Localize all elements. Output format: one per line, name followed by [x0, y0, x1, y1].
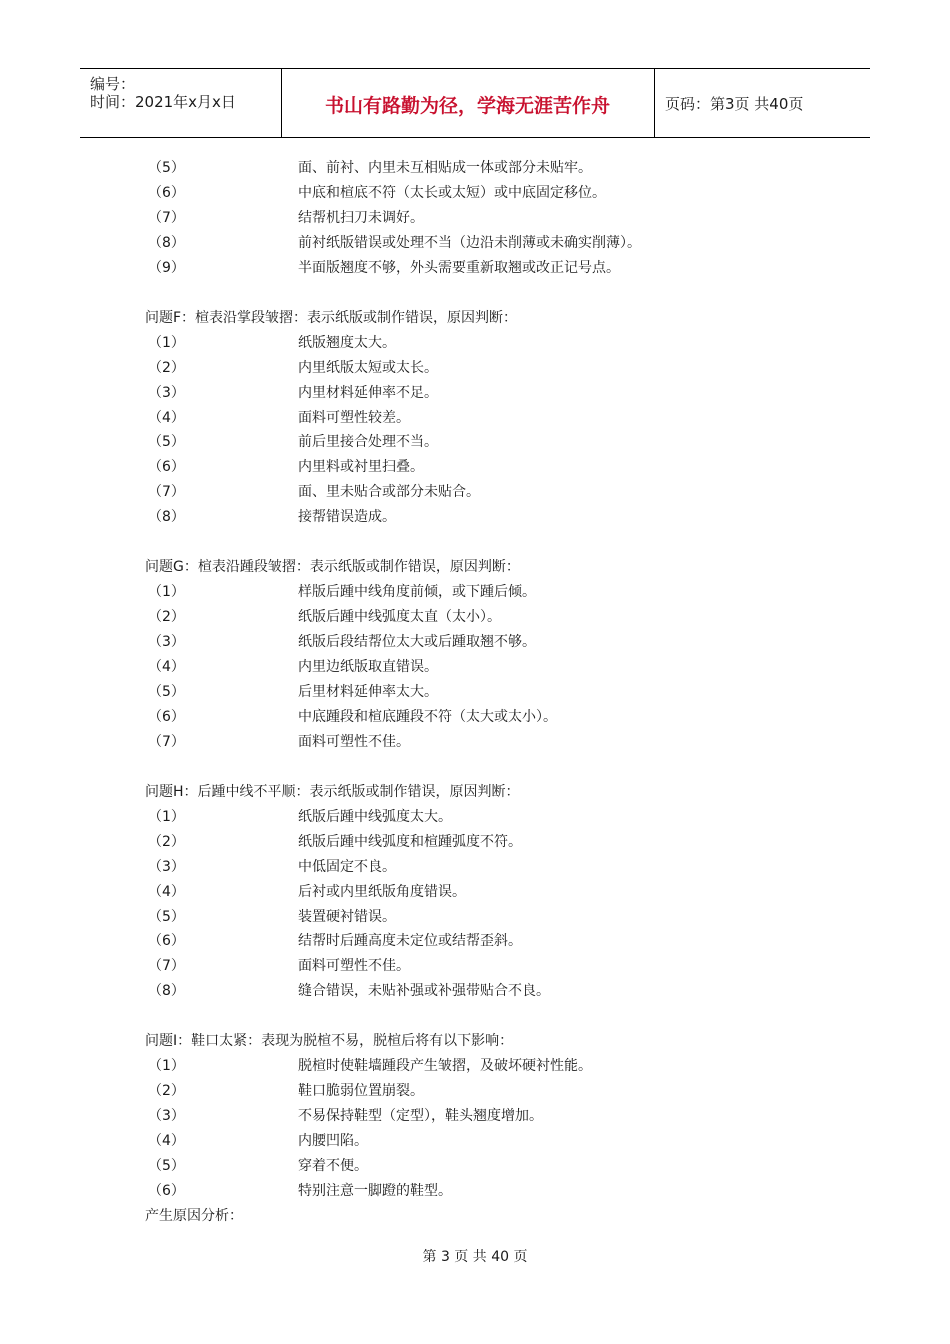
- list-item: [0, 880, 950, 905]
- list-item: [0, 1054, 950, 1079]
- item-text: 脱楦时使鞋墙踵段产生皱摺，及破坏硬衬性能。: [298, 1058, 592, 1075]
- list-item: [0, 954, 950, 979]
- list-item: [0, 655, 950, 680]
- item-number: （8）: [148, 234, 185, 251]
- item-text: 半面版翘度不够，外头需要重新取翘或改正记号点。: [298, 259, 620, 276]
- item-number: （1）: [148, 584, 185, 601]
- list-item: [0, 331, 950, 356]
- list-item: [0, 979, 950, 1004]
- item-number: （6）: [148, 933, 185, 950]
- item-number: （3）: [148, 858, 185, 875]
- item-number: （1）: [148, 1058, 185, 1075]
- item-number: （3）: [148, 1108, 185, 1125]
- list-item: [0, 1104, 950, 1129]
- item-text: 不易保持鞋型（定型），鞋头翘度增加。: [298, 1108, 543, 1125]
- item-number: （7）: [148, 209, 185, 226]
- item-number: （6）: [148, 459, 185, 476]
- list-item: [0, 181, 950, 206]
- item-text: 装置硬衬错误。: [298, 908, 396, 925]
- item-text: 纸版后踵中线弧度太大。: [298, 808, 452, 825]
- item-text: 后里材料延伸率太大。: [298, 683, 438, 700]
- document-time-label: 时间：2021年x月x日: [90, 93, 236, 111]
- list-item: [0, 705, 950, 730]
- list-item: [0, 1154, 950, 1179]
- item-text: 前衬纸版错误或处理不当（边沿未削薄或未确实削薄）。: [298, 234, 641, 251]
- item-text: 结帮机扫刀未调好。: [298, 209, 424, 226]
- item-number: （5）: [148, 160, 185, 176]
- list-item: [0, 381, 950, 406]
- section-heading: 问题G：楦表沿踵段皱摺：表示纸版或制作错误，原因判断：: [145, 559, 520, 576]
- item-text: 后衬或内里纸版角度错误。: [298, 883, 466, 900]
- list-item: [0, 855, 950, 880]
- item-text: 面、前衬、内里未互相贴成一体或部分未贴牢。: [298, 160, 592, 176]
- item-text: 前后里接合处理不当。: [298, 434, 438, 451]
- list-item: [0, 455, 950, 480]
- item-number: （4）: [148, 1133, 185, 1150]
- list-item: [0, 580, 950, 605]
- item-number: （3）: [148, 634, 185, 651]
- item-text: 面料可塑性不佳。: [298, 958, 410, 975]
- list-item: [0, 1179, 950, 1204]
- list-item: [0, 805, 950, 830]
- document-number-label: 编号：: [90, 75, 136, 93]
- list-item: [0, 356, 950, 381]
- item-text: 中底和楦底不符（太长或太短）或中底固定移位。: [298, 184, 606, 201]
- page-footer: [0, 1246, 950, 1266]
- item-text: 鞋口脆弱位置崩裂。: [298, 1083, 424, 1100]
- item-number: （8）: [148, 983, 185, 1000]
- item-text: 纸版后段结帮位太大或后踵取翘不够。: [298, 634, 536, 651]
- item-number: （1）: [148, 334, 185, 351]
- item-text: 样版后踵中线角度前倾，或下踵后倾。: [298, 584, 536, 601]
- item-number: （6）: [148, 184, 185, 201]
- item-text: 结帮时后踵高度未定位或结帮歪斜。: [298, 933, 522, 950]
- list-item: [0, 680, 950, 705]
- list-item: [0, 1129, 950, 1154]
- item-text: 内腰凹陷。: [298, 1133, 368, 1150]
- item-text: 特别注意一脚蹬的鞋型。: [298, 1182, 452, 1199]
- item-text: 内里边纸版取直错误。: [298, 659, 438, 675]
- item-number: （5）: [148, 1158, 185, 1174]
- item-text: 中低固定不良。: [298, 858, 396, 875]
- item-number: （6）: [148, 708, 185, 725]
- motto-text: 书山有路勤为径，学海无涯苦作舟: [324, 95, 610, 117]
- trailing-heading: 产生原因分析：: [145, 1207, 243, 1224]
- item-number: （6）: [148, 1182, 185, 1199]
- item-number: （5）: [148, 434, 185, 451]
- item-text: 接帮错误造成。: [298, 509, 396, 526]
- item-number: （5）: [148, 908, 185, 925]
- item-number: （2）: [148, 833, 185, 850]
- item-text: 穿着不便。: [298, 1158, 368, 1174]
- list-item: [0, 630, 950, 655]
- list-item: [0, 406, 950, 431]
- footer-page-number: 第 3 页 共 40 页: [422, 1249, 528, 1265]
- item-text: 纸版后踵中线弧度太直（太小）。: [298, 609, 501, 626]
- section-heading: 问题I：鞋口太紧：表现为脱楦不易，脱楦后将有以下影响：: [145, 1033, 514, 1050]
- list-item: [0, 156, 950, 181]
- item-number: （9）: [148, 259, 185, 276]
- item-number: （2）: [148, 359, 185, 376]
- item-text: 缝合错误，未贴补强或补强带贴合不良。: [298, 983, 550, 1000]
- list-item: [0, 905, 950, 930]
- item-text: 内里纸版太短或太长。: [298, 359, 438, 376]
- item-number: （7）: [148, 958, 185, 975]
- item-number: （4）: [148, 883, 185, 900]
- list-item: [0, 730, 950, 755]
- item-text: 中底踵段和楦底踵段不符（太大或太小）。: [298, 708, 557, 725]
- item-number: （5）: [148, 683, 185, 700]
- item-number: （3）: [148, 384, 185, 401]
- item-text: 面、里未贴合或部分未贴合。: [298, 484, 480, 501]
- list-item: [0, 480, 950, 505]
- item-text: 内里料或衬里扫叠。: [298, 459, 424, 476]
- item-number: （8）: [148, 509, 185, 526]
- list-item: [0, 929, 950, 954]
- section-heading: 问题H：后踵中线不平顺：表示纸版或制作错误，原因判断：: [145, 783, 520, 800]
- item-number: （2）: [148, 609, 185, 626]
- list-item: [0, 505, 950, 530]
- list-item: [0, 430, 950, 455]
- list-item: [0, 206, 950, 231]
- list-item: [0, 231, 950, 256]
- item-number: （7）: [148, 484, 185, 501]
- list-item: [0, 1079, 950, 1104]
- section-heading: 问题F：楦表沿掌段皱摺：表示纸版或制作错误，原因判断：: [145, 309, 518, 326]
- item-text: 纸版后踵中线弧度和楦踵弧度不符。: [298, 833, 522, 850]
- item-text: 纸版翘度太大。: [298, 334, 396, 351]
- item-number: （7）: [148, 733, 185, 750]
- list-item: [0, 830, 950, 855]
- list-item: [0, 256, 950, 281]
- item-number: （4）: [148, 659, 185, 675]
- item-text: 面料可塑性较差。: [298, 409, 410, 426]
- item-number: （2）: [148, 1083, 185, 1100]
- item-text: 面料可塑性不佳。: [298, 733, 410, 750]
- item-number: （4）: [148, 409, 185, 426]
- item-number: （1）: [148, 808, 185, 825]
- list-item: [0, 605, 950, 630]
- page-number-label: 页码：第3页 共40页: [665, 95, 804, 113]
- item-text: 内里材料延伸率不足。: [298, 384, 438, 401]
